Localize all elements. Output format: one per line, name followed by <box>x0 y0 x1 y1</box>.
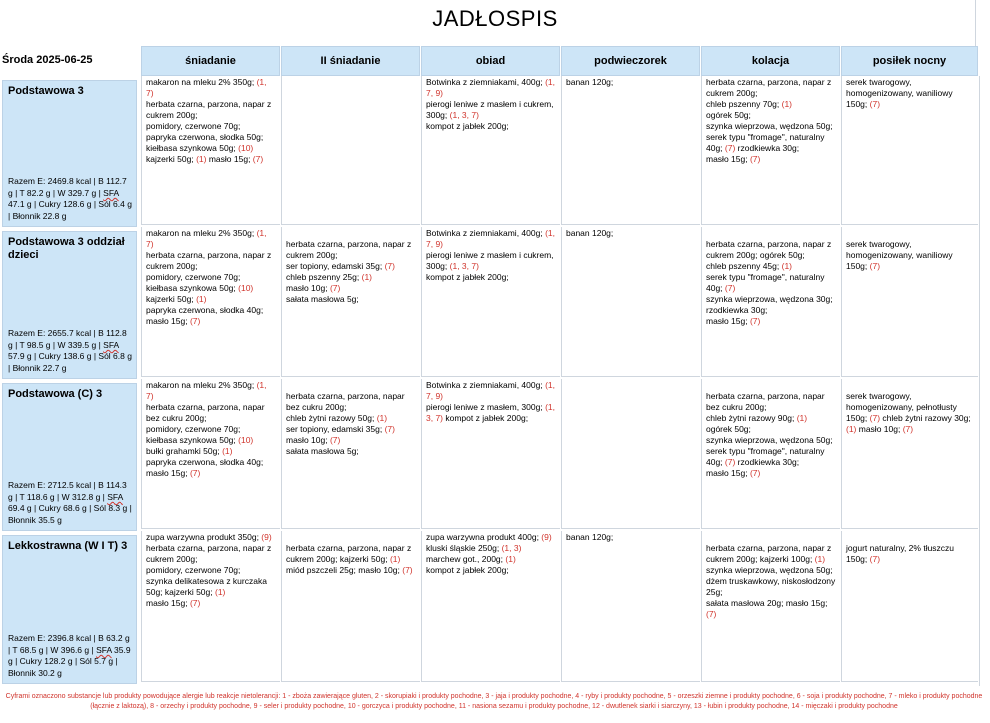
meal-cell: banan 120g; <box>561 76 700 225</box>
allergen-code: (1) <box>214 587 226 597</box>
sfa-label: SFA <box>103 339 119 350</box>
nutrition-text: 69.4 g | Cukry 68.6 g | Sól 8.3 g | Błonnik 35.5 g <box>8 503 132 525</box>
diet-row-label <box>2 231 137 379</box>
nutrition-summary <box>8 633 132 679</box>
meal-cell: serek twarogowy, homogenizowany, waniliowy 150g; (7) <box>841 227 978 377</box>
allergen-code: (7) <box>724 283 736 293</box>
allergen-code: (7) <box>402 565 413 575</box>
nutrition-summary <box>8 176 132 222</box>
allergen-code: (1, 7) <box>146 77 267 98</box>
allergen-code: (7) <box>749 154 761 164</box>
allergen-code: (7) <box>749 468 761 478</box>
column-header: II śniadanie <box>281 46 420 76</box>
allergen-code: (7) <box>869 99 881 109</box>
allergen-code: (1) <box>781 99 792 109</box>
meal-cell: herbata czarna, parzona, napar bez cukru 200g; chleb żytni razowy 50g; (1) ser topiony, edamski 35g; (7) masło 10g; (7) sałata masłowa 5g; <box>281 379 420 529</box>
allergen-code: (1, 7) <box>146 228 267 249</box>
allergen-code: (1) <box>846 424 857 434</box>
date-label: Środa 2025-06-25 <box>2 54 93 66</box>
allergen-code: (7) <box>869 413 881 423</box>
meal-cell: Botwinka z ziemniakami, 400g; (1, 7, 9) pierogi leniwe z masłem, 300g; (1, 3, 7) kompot z jabłek 200g; <box>421 379 560 529</box>
meal-cell: makaron na mleku 2% 350g; (1, 7) herbata czarna, parzona, napar z cukrem 200g; pomidory, czerwone 70g; papryka czerwona, słodka 50g; kiełbasa szynkowa 50g; (10) kajzerki 50g; (1) masło 15g; (7) <box>141 76 280 225</box>
allergen-code: (1) <box>781 261 792 271</box>
allergen-code: (1) <box>376 413 388 423</box>
column-header: śniadanie <box>141 46 280 76</box>
allergen-code: (1, 3, 7) <box>449 261 479 271</box>
diet-name: Podstawowa (C) 3 <box>8 388 103 400</box>
meal-cell: herbata czarna, parzona, napar z cukrem 200g; kajzerki 50g; (1) miód pszczeli 25g; masło 10g; (7) <box>281 531 420 682</box>
sfa-label: SFA <box>96 644 112 655</box>
page-title: JADŁOSPIS <box>432 6 558 31</box>
meal-cell: herbata czarna, parzona, napar z cukrem 200g; chleb pszenny 70g; (1) ogórek 50g; szynka wieprzowa, wędzona 50g; serek typu "fromage", naturalny 40g; (7) rzodkiewka 30g; masło 15g; (7) <box>701 76 840 225</box>
meal-cell: herbata czarna, parzona, napar z cukrem 200g; kajzerki 100g; (1) szynka wieprzowa, wędzona 50g; dżem truskawkowy, niskosłodzony 25g; sałata masłowa 20g; masło 15g; (7) <box>701 531 840 682</box>
sfa-label: SFA <box>103 187 119 198</box>
meal-cell: jogurt naturalny, 2% tłuszczu 150g; (7) <box>841 531 978 682</box>
column-header: obiad <box>421 46 560 76</box>
meal-cell <box>561 379 700 529</box>
column-header: kolacja <box>701 46 840 76</box>
meal-cell: serek twarogowy, homogenizowany, waniliowy 150g; (7) <box>841 76 978 225</box>
allergen-code: (1) <box>814 554 826 564</box>
allergen-code: (7) <box>869 261 881 271</box>
diet-name: Podstawowa 3 oddział dzieci <box>8 236 125 261</box>
allergen-code: (10) <box>238 283 254 293</box>
allergen-footnote: Cyframi oznaczono substancje lub produkty powodujące alergie lub reakcje nietolerancji: 1 - zboża zawierające gluten, 2 - skorupiaki i produkty pochodne, 3 - jaja i produkty pochodne, 4 - ryby i produkty pochodne, 5 - orzeszki ziemne i produkty pochodne, 6 - soja i produkty pochodne, 7 - mleko i produkty pochodne (łącznie z laktozą), 8 - orzechy i produkty pochodne, 9 - seler i produkty pochodne, 10 - gorczyca i produkty pochodne, 11 - nasiona sezamu i produkty pochodne, 12 - dwutlenek siarki i siarczyny, 13 - łubin i produkty pochodne, 14 - mięczaki i produkty pochodne <box>5 693 983 710</box>
allergen-code: (7) <box>189 468 201 478</box>
nutrition-summary <box>8 480 132 526</box>
allergen-code: (10) <box>238 143 254 153</box>
allergen-code: (1) <box>505 554 516 564</box>
sfa-label: SFA <box>107 491 123 502</box>
allergen-code: (7) <box>189 316 201 326</box>
meal-cell: zupa warzywna produkt 400g; (9) kluski śląskie 250g; (1, 3) marchew got., 200g; (1) kompot z jabłek 200g; <box>421 531 560 682</box>
table-right-border <box>979 76 980 686</box>
meal-cell: herbata czarna, parzona, napar z cukrem 200g; ogórek 50g; chleb pszenny 45g; (1) serek typu "fromage", naturalny 40g; (7) szynka wieprzowa, wędzona 30g; rzodkiewka 30g; masło 15g; (7) <box>701 227 840 377</box>
meal-cell: Botwinka z ziemniakami, 400g; (1, 7, 9) pierogi leniwe z masłem i cukrem, 300g; (1, 3, 7) kompot z jabłek 200g; <box>421 76 560 225</box>
allergen-code: (1, 7, 9) <box>426 77 555 98</box>
diet-name: Podstawowa 3 <box>8 85 84 97</box>
allergen-code: (7) <box>724 457 736 467</box>
allergen-code: (1, 7) <box>146 380 267 401</box>
allergen-code: (7) <box>329 283 341 293</box>
allergen-code: (7) <box>706 609 717 619</box>
nutrition-text: Razem E: 2469.8 kcal | B 112.7 g | T 82.2 g | W 329.7 g | <box>8 176 127 198</box>
allergen-code: (10) <box>238 435 254 445</box>
diet-name: Lekkostrawna (W I T) 3 <box>8 540 128 552</box>
nutrition-text: Razem E: 2396.8 kcal | B 63.2 g | T 68.5 g | W 396.6 g | <box>8 633 130 655</box>
meal-cell: herbata czarna, parzona, napar bez cukru 200g; chleb żytni razowy 90g; (1) ogórek 50g; szynka wieprzowa, wędzona 50g; serek typu "fromage", naturalny 40g; (7) rzodkiewka 30g; masło 15g; (7) <box>701 379 840 529</box>
allergen-code: (1) <box>196 154 207 164</box>
nutrition-text: Razem E: 2655.7 kcal | B 112.8 g | T 98.5 g | W 339.5 g | <box>8 328 127 350</box>
allergen-code: (7) <box>902 424 914 434</box>
meal-cell: Botwinka z ziemniakami, 400g; (1, 7, 9) pierogi leniwe z masłem i cukrem, 300g; (1, 3, 7) kompot z jabłek 200g; <box>421 227 560 377</box>
allergen-code: (1) <box>796 413 808 423</box>
meal-cell <box>281 76 420 225</box>
allergen-code: (7) <box>384 424 395 434</box>
allergen-code: (1, 3, 7) <box>449 110 479 120</box>
diet-row-label <box>2 383 137 531</box>
meal-cell: banan 120g; <box>561 531 700 682</box>
allergen-code: (7) <box>384 261 395 271</box>
allergen-code: (7) <box>252 154 264 164</box>
allergen-code: (1) <box>389 554 401 564</box>
meal-cell: zupa warzywna produkt 350g; (9) herbata czarna, parzona, napar z cukrem 200g; pomidory, czerwone 70g; szynka delikatesowa z kurczaka 50g; kajzerki 50g; (1) masło 15g; (7) <box>141 531 280 682</box>
diet-row-label <box>2 80 137 227</box>
meal-cell: banan 120g; <box>561 227 700 377</box>
meal-cell: makaron na mleku 2% 350g; (1, 7) herbata czarna, parzona, napar z cukrem 200g; pomidory, czerwone 70g; kiełbasa szynkowa 50g; (10) kajzerki 50g; (1) papryka czerwona, słodka 40g; masło 15g; (7) <box>141 227 280 377</box>
meal-cell: serek twarogowy, homogenizowany, pełnotłusty 150g; (7) chleb żytni razowy 30g; (1) masło 10g; (7) <box>841 379 978 529</box>
nutrition-summary <box>8 328 132 374</box>
allergen-code: (9) <box>541 532 552 542</box>
allergen-code: (1) <box>361 272 372 282</box>
column-header: posiłek nocny <box>841 46 978 76</box>
allergen-code: (1, 7, 9) <box>426 380 555 401</box>
allergen-code: (7) <box>869 554 881 564</box>
diet-row-label <box>2 535 137 684</box>
allergen-code: (1, 3, 7) <box>426 402 555 423</box>
nutrition-text: 47.1 g | Cukry 128.6 g | Sól 6.4 g | Błonnik 22.8 g <box>8 199 132 221</box>
allergen-code: (1, 3) <box>501 543 522 553</box>
column-header: podwieczorek <box>561 46 700 76</box>
nutrition-text: 57.9 g | Cukry 138.6 g | Sól 6.8 g | Błonnik 22.7 g <box>8 351 132 373</box>
meal-cell: makaron na mleku 2% 350g; (1, 7) herbata czarna, parzona, napar bez cukru 200g; pomidory, czerwone 70g; kiełbasa szynkowa 50g; (10) bułki grahamki 50g; (1) papryka czerwona, słodka 40g; masło 15g; (7) <box>141 379 280 529</box>
nutrition-text: Razem E: 2712.5 kcal | B 114.3 g | T 118.6 g | W 312.8 g | <box>8 480 127 502</box>
nutrition-text: 35.9 g | Cukry 128.2 g | Sól 5.7 g | Błonnik 30.2 g <box>8 644 131 678</box>
allergen-code: (9) <box>261 532 272 542</box>
allergen-code: (1) <box>196 294 207 304</box>
allergen-code: (7) <box>724 143 736 153</box>
allergen-code: (7) <box>329 435 341 445</box>
allergen-code: (7) <box>189 598 201 608</box>
allergen-code: (1) <box>222 446 233 456</box>
allergen-code: (7) <box>749 316 761 326</box>
meal-cell: herbata czarna, parzona, napar z cukrem 200g; ser topiony, edamski 35g; (7) chleb pszenny 25g; (1) masło 10g; (7) sałata masłowa 5g; <box>281 227 420 377</box>
allergen-code: (1, 7, 9) <box>426 228 555 249</box>
